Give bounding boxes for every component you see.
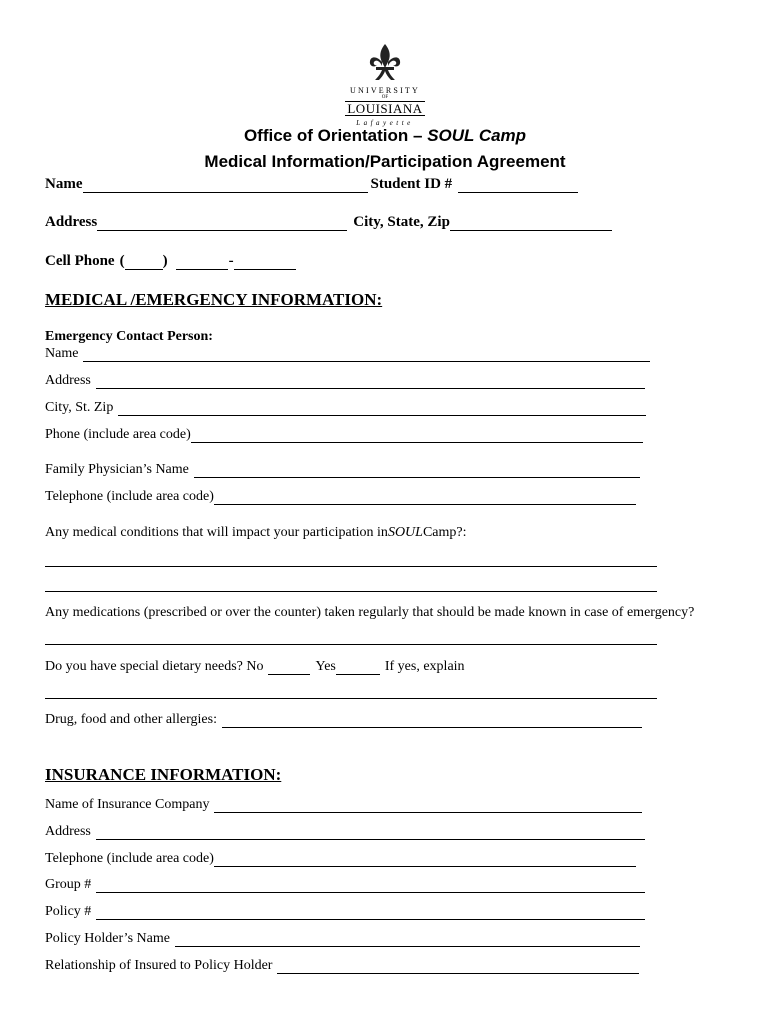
insurance-company-field[interactable] xyxy=(214,800,642,813)
emergency-name-field[interactable] xyxy=(83,349,650,362)
logo-lafayette-text: Lafayette xyxy=(356,119,414,127)
medical-heading: MEDICAL /EMERGENCY INFORMATION: xyxy=(45,290,383,309)
insurance-heading: INSURANCE INFORMATION: xyxy=(45,765,282,784)
policy-holder-row xyxy=(45,931,641,947)
logo-university-text: UNIVERSITY xyxy=(350,86,420,95)
student-address-field[interactable] xyxy=(97,218,347,231)
logo-of-text: OF xyxy=(381,95,389,100)
emergency-name-row xyxy=(45,346,651,362)
relationship-label: Relationship of Insured to Policy Holder xyxy=(45,958,273,973)
conditions-answer-line-2[interactable] xyxy=(45,591,657,592)
logo-louisiana-text: LOUISIANA xyxy=(347,101,423,116)
student-name-field[interactable] xyxy=(83,180,368,193)
insurance-policy-row xyxy=(45,904,646,920)
dietary-yes-label: Yes xyxy=(315,659,336,674)
student-city-label: City, State, Zip xyxy=(353,214,450,230)
form-title xyxy=(0,126,770,146)
policy-holder-label: Policy Holder’s Name xyxy=(45,931,170,946)
insurance-address-label: Address xyxy=(45,824,91,839)
conditions-answer-line-1[interactable] xyxy=(45,566,657,567)
allergies-row xyxy=(45,712,643,728)
emergency-city-label: City, St. Zip xyxy=(45,400,114,415)
cell-phone-dash: - xyxy=(228,253,234,269)
fleur-de-lis-icon xyxy=(367,42,403,84)
relationship-field[interactable] xyxy=(277,961,639,974)
allergies-field[interactable] xyxy=(222,715,642,728)
student-address-row xyxy=(45,214,612,231)
emergency-phone-label: Phone (include area code) xyxy=(45,427,191,442)
student-address-label: Address xyxy=(45,214,98,230)
student-name-label: Name xyxy=(45,176,83,192)
conditions-soul: SOUL xyxy=(387,525,423,540)
insurance-phone-field[interactable] xyxy=(214,854,636,867)
physician-row xyxy=(45,462,641,478)
allergies-label: Drug, food and other allergies: xyxy=(45,712,217,727)
insurance-address-row xyxy=(45,824,646,840)
conditions-suffix: Camp?: xyxy=(422,525,467,540)
policy-holder-field[interactable] xyxy=(175,934,640,947)
emergency-phone-field[interactable] xyxy=(191,430,643,443)
student-id-field[interactable] xyxy=(458,180,578,193)
medications-question xyxy=(45,605,694,621)
cell-phone-label: Cell Phone xyxy=(45,253,115,269)
insurance-company-row xyxy=(45,797,643,813)
emergency-address-field[interactable] xyxy=(96,376,645,389)
student-city-field[interactable] xyxy=(450,218,612,231)
dietary-yes-field[interactable] xyxy=(336,662,380,675)
emergency-address-row xyxy=(45,373,646,389)
cell-phone-prefix-field[interactable] xyxy=(176,257,228,270)
dietary-label: Do you have special dietary needs? No xyxy=(45,659,264,674)
physician-phone-field[interactable] xyxy=(214,492,636,505)
student-name-row xyxy=(45,176,579,193)
dietary-no-field[interactable] xyxy=(268,662,310,675)
insurance-group-row xyxy=(45,877,646,893)
university-logo xyxy=(340,42,430,128)
cell-phone-paren-close: ) xyxy=(162,253,168,269)
cell-phone-row xyxy=(45,253,296,270)
insurance-policy-field[interactable] xyxy=(96,907,645,920)
dietary-row xyxy=(45,659,465,675)
physician-name-field[interactable] xyxy=(194,465,640,478)
insurance-phone-row xyxy=(45,851,636,867)
title-prefix: Office of Orientation – xyxy=(243,126,428,145)
dietary-explain-label: If yes, explain xyxy=(384,659,465,674)
cell-phone-line-field[interactable] xyxy=(234,257,296,270)
student-id-label: Student ID # xyxy=(370,176,453,192)
medications-label: Any medications (prescribed or over the counter) taken regularly that should be made known in case of emergency? xyxy=(45,605,695,620)
emergency-city-row xyxy=(45,400,647,416)
emergency-phone-row xyxy=(45,427,643,443)
cell-phone-area-field[interactable] xyxy=(125,257,163,270)
cell-phone-paren-open: ( xyxy=(119,253,125,269)
physician-phone-row xyxy=(45,489,636,505)
insurance-address-field[interactable] xyxy=(96,827,645,840)
dietary-answer-line[interactable] xyxy=(45,698,657,699)
form-subtitle: Medical Information/Participation Agreement xyxy=(204,152,566,171)
insurance-company-label: Name of Insurance Company xyxy=(45,797,210,812)
medications-answer-line[interactable] xyxy=(45,644,657,645)
physician-phone-label: Telephone (include area code) xyxy=(45,489,214,504)
emergency-address-label: Address xyxy=(45,373,91,388)
title-soul-camp: SOUL Camp xyxy=(427,126,527,145)
conditions-prefix: Any medical conditions that will impact your participation in xyxy=(45,525,388,540)
physician-label: Family Physician’s Name xyxy=(45,462,189,477)
insurance-policy-label: Policy # xyxy=(45,904,92,919)
emergency-name-label: Name xyxy=(45,346,79,361)
emergency-city-field[interactable] xyxy=(118,403,646,416)
insurance-group-label: Group # xyxy=(45,877,92,892)
conditions-question xyxy=(45,525,467,541)
insurance-phone-label: Telephone (include area code) xyxy=(45,851,214,866)
insurance-group-field[interactable] xyxy=(96,880,645,893)
emergency-contact-heading: Emergency Contact Person: xyxy=(45,329,213,344)
relationship-row xyxy=(45,958,640,974)
